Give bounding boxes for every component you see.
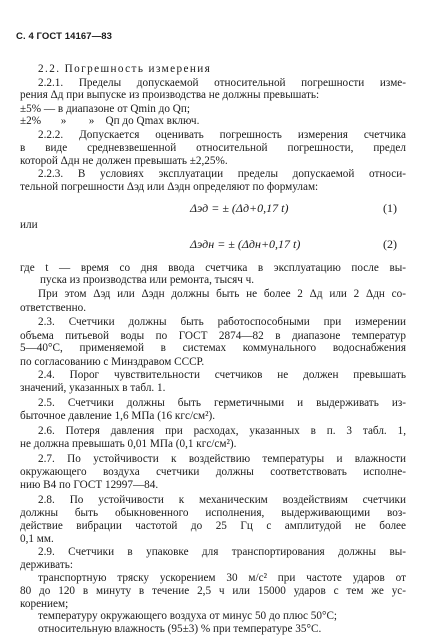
text-line: действие вибрации частотой до 25 Гц с амплитудой не более <box>20 520 406 532</box>
text-line: должны быть обыкновенного исполнения, выдерживающими воз- <box>20 506 406 519</box>
text-line: по согласованию с Минздравом СССР. <box>20 355 205 368</box>
page-header: С. 4 ГОСТ 14167—83 <box>16 31 113 42</box>
text-line: транспортную тряску ускорением 30 м/с² при частоте ударов от <box>38 572 406 585</box>
text-line: 2.8. По устойчивости к механическим воздействиям счетчики <box>38 493 406 506</box>
text-line: ±5% — в диапазоне от Qmin до Qп; <box>20 102 190 115</box>
section-title: 2.2. Погрешность измерения <box>38 63 212 75</box>
text-line: температуру окружающего воздуха от минус 50 до плюс 50°С; <box>38 610 338 623</box>
text-line: относительную влажность (95±3) % при температуре 35°С. <box>38 623 322 635</box>
formula-number-1: (1) <box>383 201 397 216</box>
text-line: или <box>20 219 38 232</box>
formula-1: Δэд = ± (Δд+0,17 t) <box>190 201 289 216</box>
text-line: 0,1 мм. <box>20 532 54 545</box>
text-line: значений, указанных в табл. 1. <box>20 381 166 394</box>
text-line: 2.2.2. Допускается оценивать погрешность измерения счетчика <box>38 128 406 141</box>
text-line: пуска из производства или ремонта, тысяч ч. <box>40 274 255 287</box>
text-line: 2.7. По устойчивости к воздействию температуры и влажности <box>38 453 406 466</box>
text-line: 2.6. Потеря давления при расходах, указанных в п. 3 табл. 1, <box>38 425 406 438</box>
text-line: 2.4. Порог чувствительности счетчиков не должен превышать <box>38 369 406 382</box>
text-line: нию В4 по ГОСТ 12997—84. <box>20 479 159 492</box>
text-line: 2.5. Счетчики должны быть герметичными и выдерживать из- <box>38 397 406 410</box>
text-line: где t — время со дня ввода счетчика в эксплуатацию после вы- <box>20 261 406 274</box>
formula-number-2: (2) <box>383 237 397 252</box>
text-line: которой Δдн не должен превышать ±2,25%. <box>20 155 228 168</box>
text-line: 2.9. Счетчики в упаковке для транспортирования должны вы- <box>38 546 406 559</box>
text-line: 2.2.3. В условиях эксплуатации пределы допускаемой относи- <box>38 167 406 180</box>
text-line: 5—40°С, применяемой в системах коммунального водоснабжения <box>20 342 406 355</box>
text-line: тельной погрешности Δэд или Δэдн определяют по формулам: <box>20 181 319 194</box>
text-line: объема питьевой воды по ГОСТ 2874—82 в диапазоне температур <box>20 329 406 342</box>
text-line: 2.2.1. Пределы допускаемой относительной погрешности изме- <box>38 76 406 89</box>
text-line: 2.3. Счетчики должны быть работоспособными при измерении <box>38 315 406 328</box>
text-line: рения Δд при выпуске из производства не должны превышать: <box>20 89 320 102</box>
text-line: в виде средневзвешенной относительной погрешности, предел <box>20 141 406 154</box>
text-line: не должна превышать 0,01 МПа (0,1 кгс/см²). <box>20 437 237 450</box>
text-line: ±2% » » Qп до Qmax включ. <box>20 115 200 128</box>
text-line: При этом Δэд или Δэдн должны быть не более 2 Δд или 2 Δдн со- <box>38 287 406 300</box>
text-line: окружающего воздуха счетчики должны соответствовать исполне- <box>20 465 406 478</box>
text-line: держивать: <box>20 558 73 571</box>
text-line: корением; <box>20 597 69 610</box>
text-line: ответственно. <box>20 301 87 314</box>
formula-2: Δэдн = ± (Δдн+0,17 t) <box>190 237 301 252</box>
text-line: 80 до 120 в минуту в течение 2,5 ч или 15000 ударов с тем же ус- <box>20 585 406 598</box>
text-line: быточное давление 1,6 МПа (16 кгс/см²). <box>20 409 216 422</box>
